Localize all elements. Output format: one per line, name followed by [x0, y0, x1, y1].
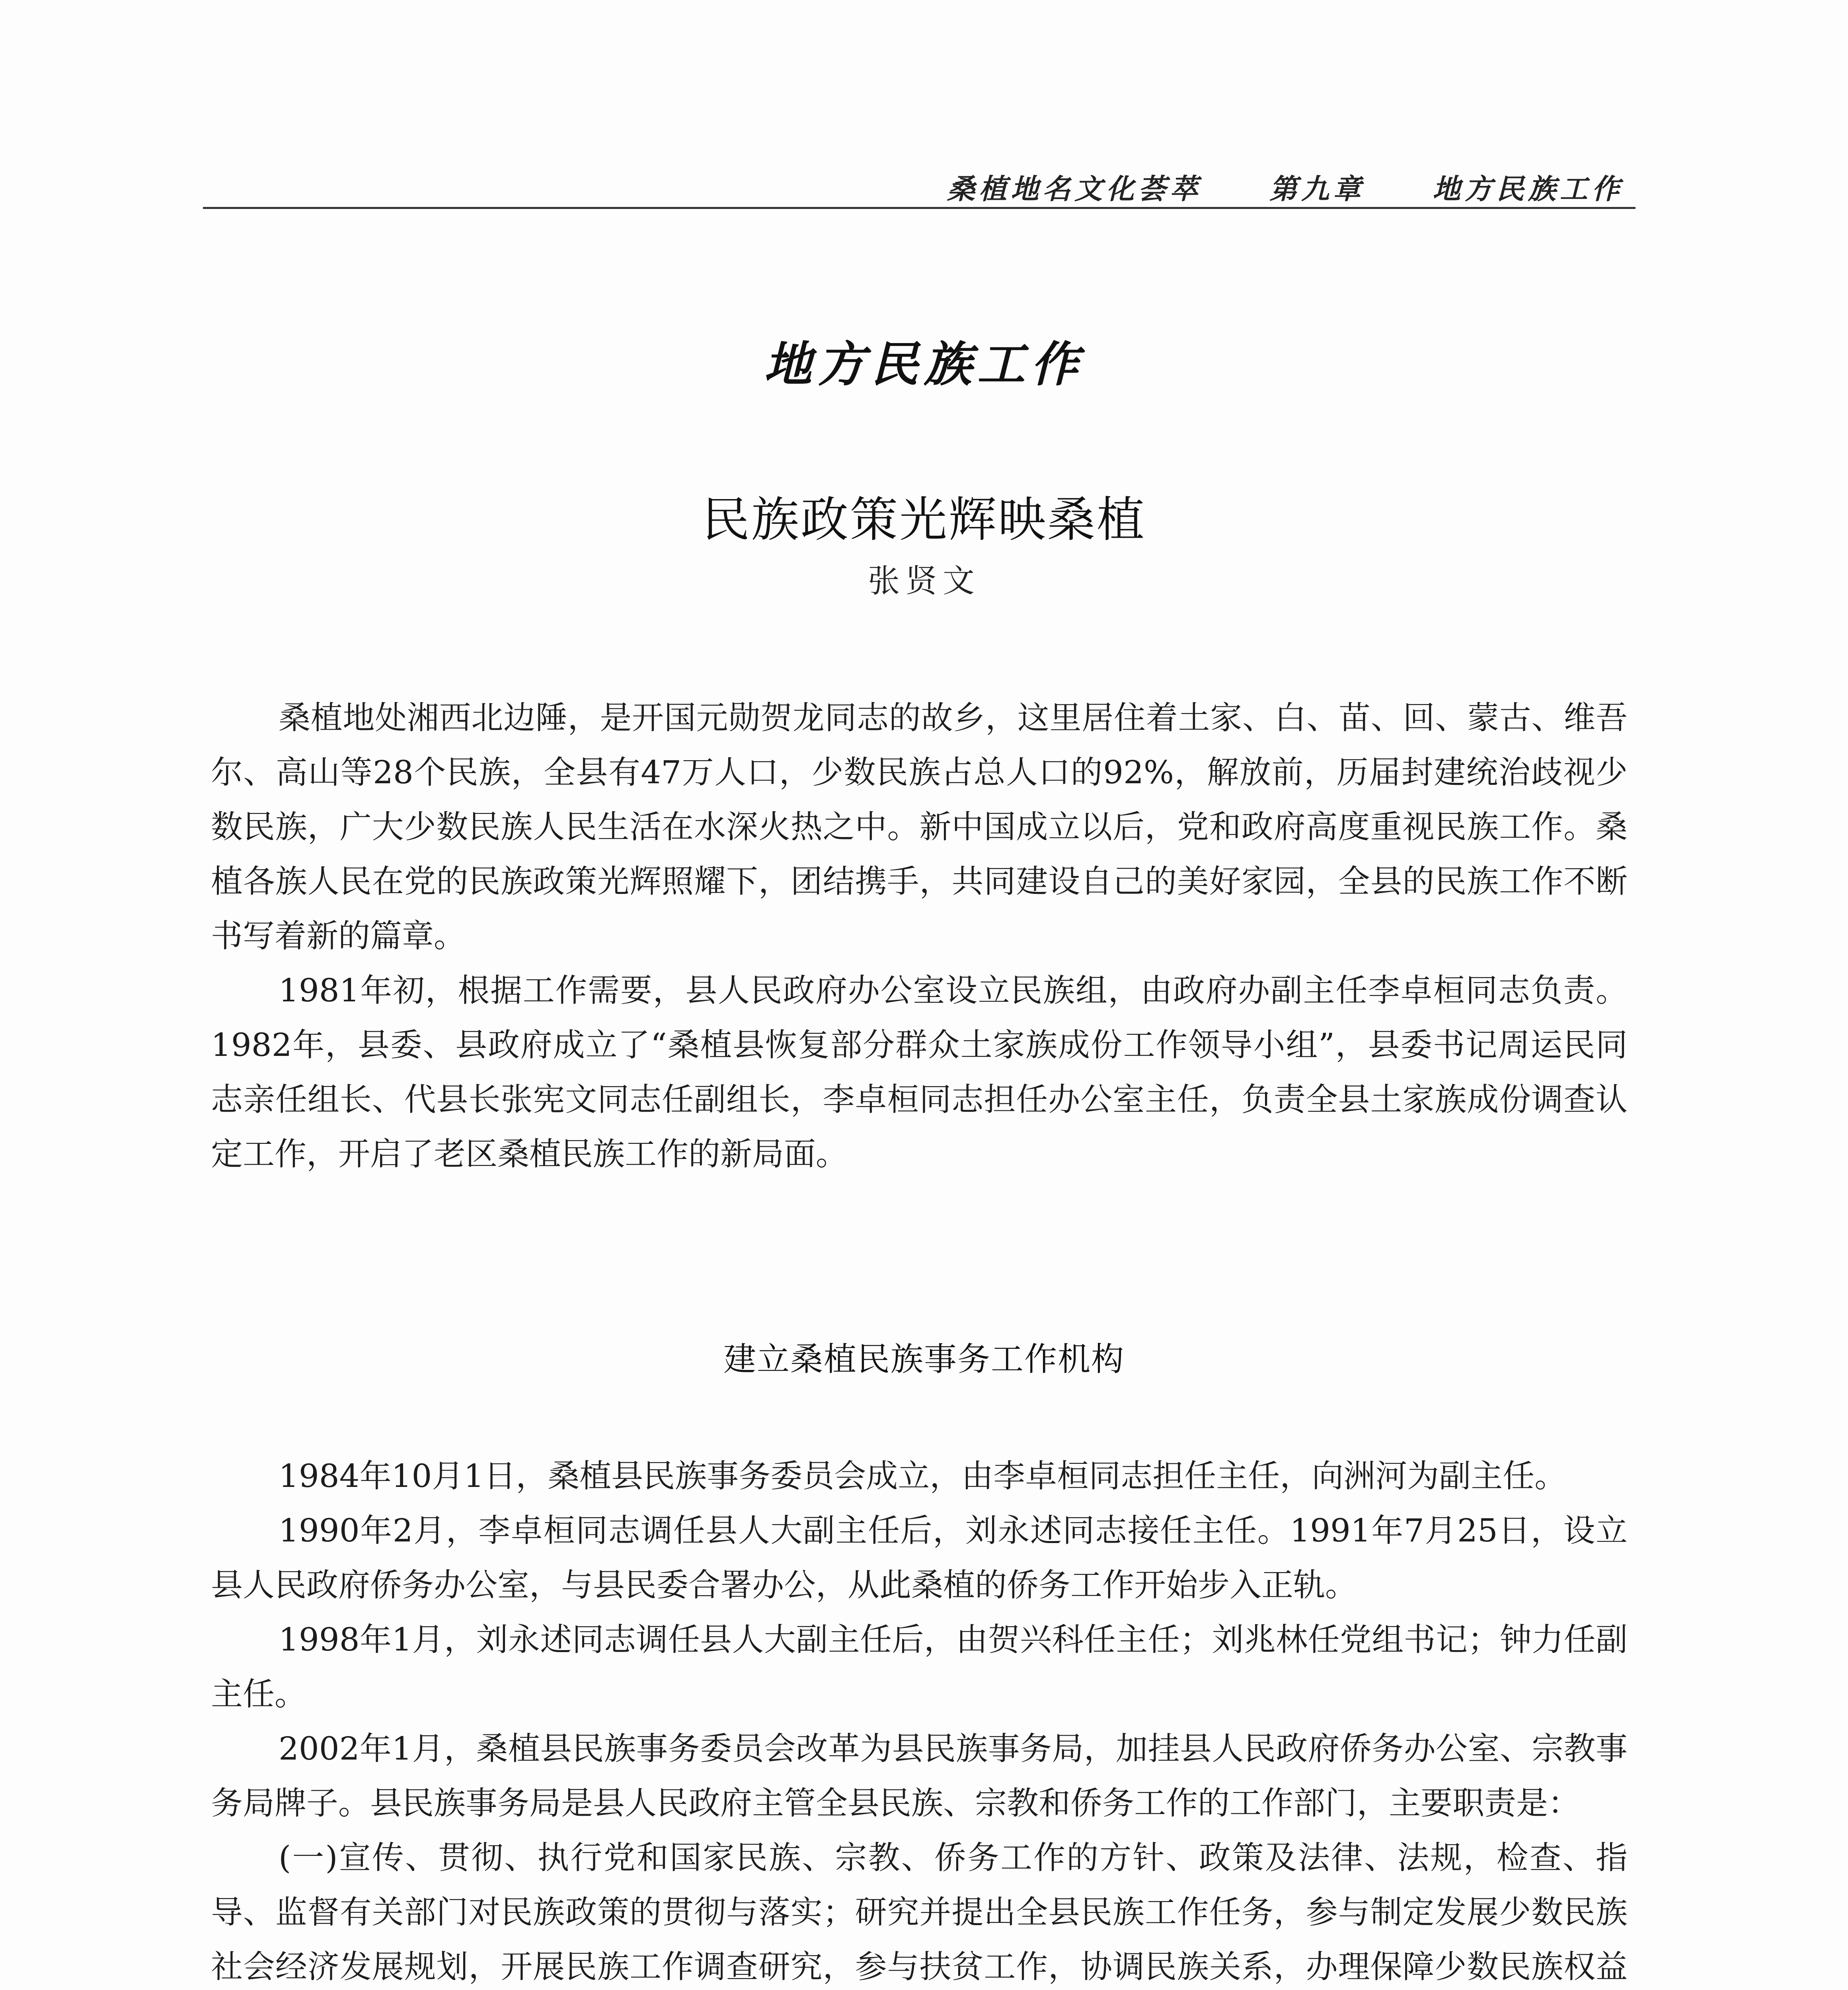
section-text	[211, 1449, 1628, 1990]
section-title: 地方民族工作	[764, 337, 1084, 392]
section-subheading: 建立桑植民族事务工作机构	[723, 1340, 1125, 1378]
section-paragraph-5: (一)宣传、贯彻、执行党和国家民族、宗教、侨务工作的方针、政策及法律、法规，检查、指导、监督有关部门对民族政策的贯彻与落实；研究并提出全县民族工作任务，参与制定发展少数民族社会经济发展规划，开展民族工作调查研究，参与扶贫工作，协调民族关系，办理保障少数民族权益	[211, 1839, 1628, 1985]
intro-text	[211, 691, 1628, 1181]
header-chapter-title: 地方民族工作	[1433, 173, 1624, 205]
header-chapter: 第九章	[1269, 173, 1365, 205]
intro-paragraph-2: 1981年初，根据工作需要，县人民政府办公室设立民族组，由政府办副主任李卓桓同志负责。1982年，县委、县政府成立了“桑植县恢复部分群众土家族成份工作领导小组”，县委书记周运民同志亲任组长、代县长张宪文同志任副组长，李卓桓同志担任办公室主任，负责全县土家族成份调查认定工作，开启了老区桑植民族工作的新局面。	[211, 972, 1628, 1173]
running-header	[203, 147, 1636, 207]
intro-paragraph-1: 桑植地处湘西北边陲，是开国元勋贺龙同志的故乡，这里居住着土家、白、苗、回、蒙古、维吾尔、高山等28个民族，全县有47万人口，少数民族占总人口的92%，解放前，历届封建统治歧视少数民族，广大少数民族人民生活在水深火热之中。新中国成立以后，党和政府高度重视民族工作。桑植各族人民在党的民族政策光辉照耀下，团结携手，共同建设自己的美好家园，全县的民族工作不断书写着新的篇章。	[211, 699, 1628, 954]
section-paragraph-2: 1990年2月，李卓桓同志调任县人大副主任后，刘永述同志接任主任。1991年7月25日，设立县人民政府侨务办公室，与县民委合署办公，从此桑植的侨务工作开始步入正轨。	[211, 1512, 1628, 1604]
section-paragraph-3: 1998年1月，刘永述同志调任县人大副主任后，由贺兴科任主任；刘兆林任党组书记；钟力任副主任。	[211, 1621, 1628, 1713]
article-title: 民族政策光辉映桑植	[702, 492, 1146, 548]
header-book-title: 桑植地名文化荟萃	[947, 173, 1202, 205]
section-paragraph-4: 2002年1月，桑植县民族事务委员会改革为县民族事务局，加挂县人民政府侨务办公室、宗教事务局牌子。县民族事务局是县人民政府主管全县民族、宗教和侨务工作的工作部门，主要职责是：	[211, 1730, 1628, 1822]
article-author: 张贤文	[868, 562, 980, 599]
section-paragraph-1: 1984年10月1日，桑植县民族事务委员会成立，由李卓桓同志担任主任，向洲河为副主任。	[279, 1457, 1567, 1494]
header-divider	[203, 207, 1636, 209]
